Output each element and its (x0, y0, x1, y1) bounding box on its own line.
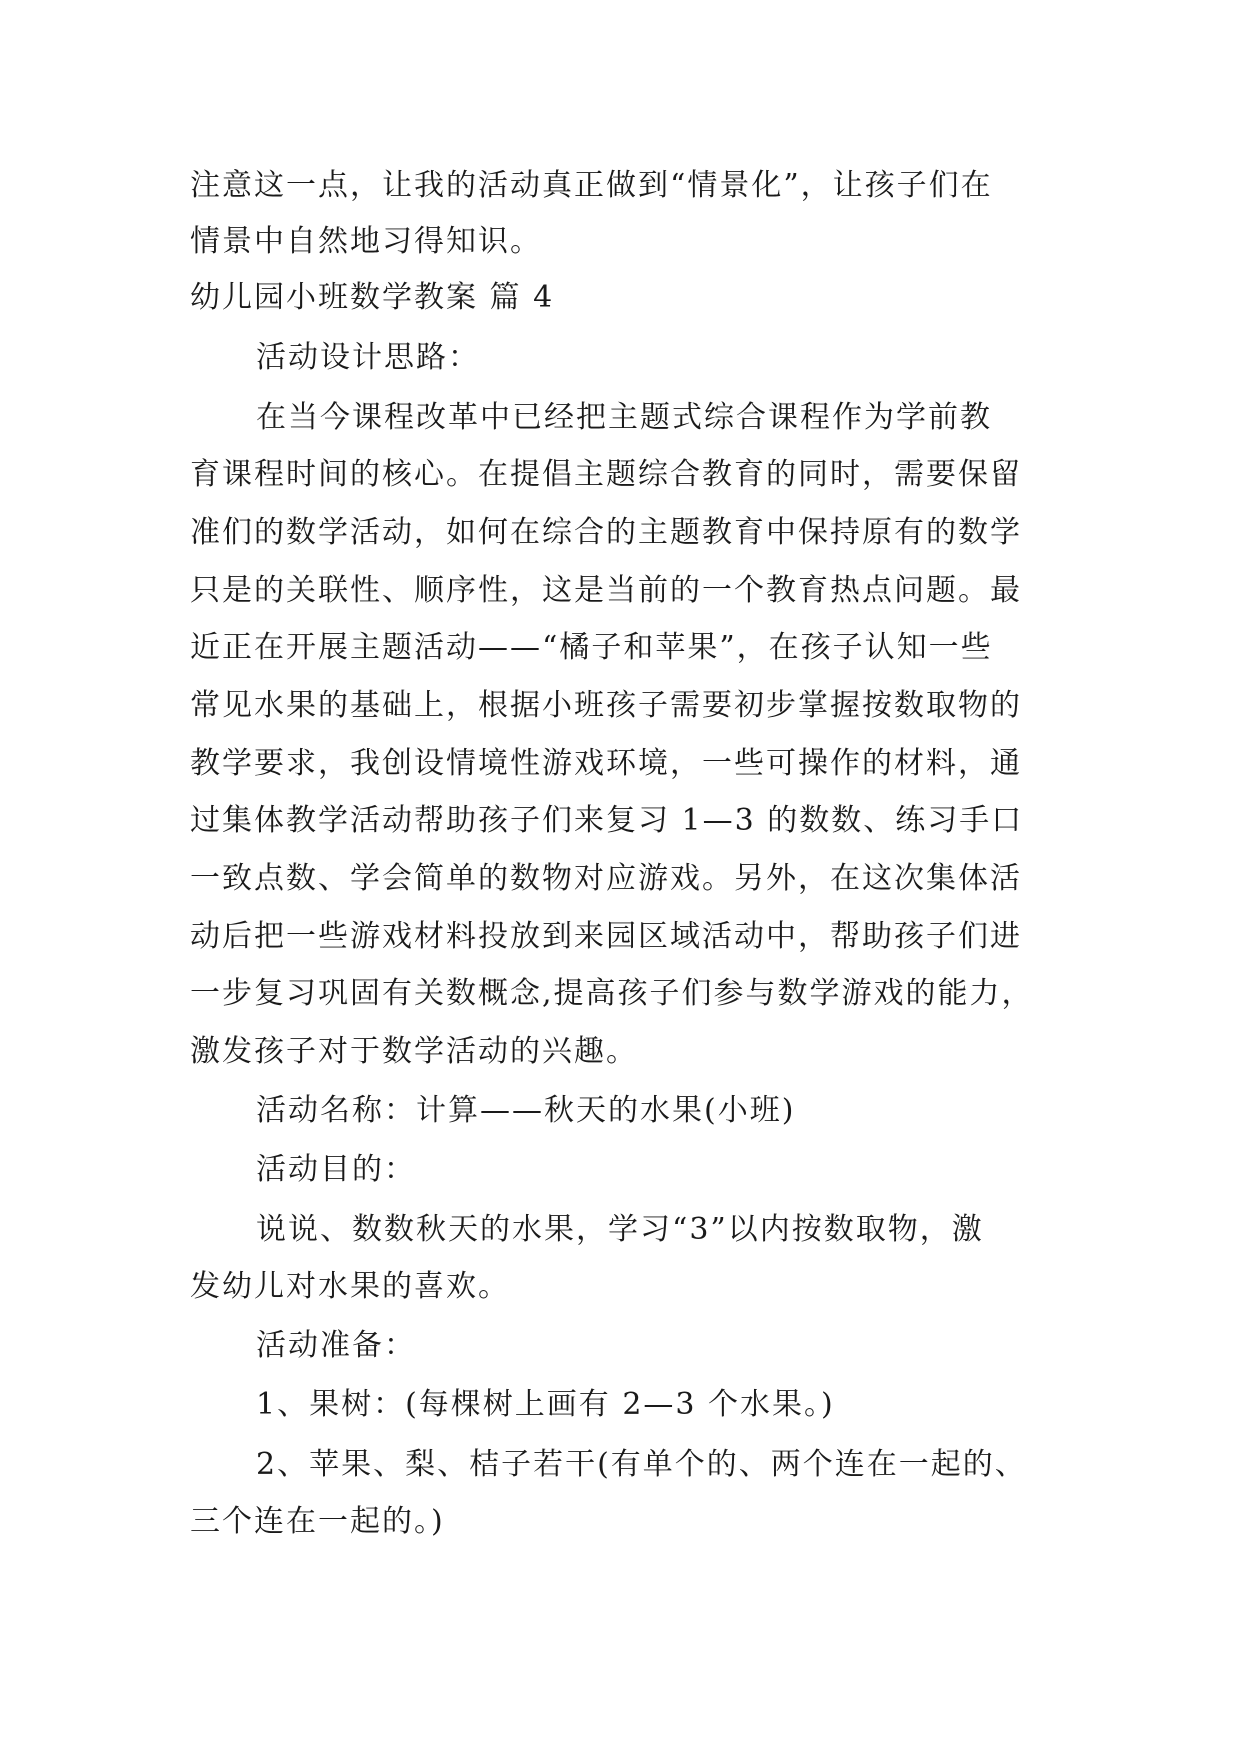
text-line: 近正在开展主题活动——“橘子和苹果”，在孩子认知一些 (190, 630, 993, 665)
subheading: 活动名称：计算——秋天的水果(小班) (256, 1093, 796, 1128)
text-line: 三个连在一起的。) (190, 1504, 445, 1539)
list-item: 2、苹果、梨、桔子若干(有单个的、两个连在一起的、 (256, 1447, 1027, 1482)
text-line: 说说、数数秋天的水果，学习“3”以内按数取物，激 (256, 1212, 984, 1247)
text-line: 一致点数、学会简单的数物对应游戏。另外，在这次集体活 (190, 861, 1022, 896)
text-line: 准们的数学活动，如何在综合的主题教育中保持原有的数学 (190, 515, 1022, 550)
text-line: 在当今课程改革中已经把主题式综合课程作为学前教 (256, 400, 992, 435)
subheading: 活动设计思路： (256, 340, 480, 375)
text-line: 注意这一点，让我的活动真正做到“情景化”，让孩子们在 (190, 168, 993, 203)
subheading: 活动目的： (256, 1152, 416, 1187)
text-line: 一步复习巩固有关数概念,提高孩子们参与数学游戏的能力， (190, 976, 1034, 1011)
text-line: 过集体教学活动帮助孩子们来复习 1—3 的数数、练习手口 (190, 803, 1024, 838)
text-line: 教学要求，我创设情境性游戏环境，一些可操作的材料，通 (190, 746, 1022, 781)
text-line: 情景中自然地习得知识。 (190, 224, 542, 259)
subheading: 活动准备： (256, 1328, 416, 1363)
text-line: 只是的关联性、顺序性，这是当前的一个教育热点问题。最 (190, 573, 1022, 608)
section-heading: 幼儿园小班数学教案 篇 4 (190, 280, 555, 315)
text-line: 动后把一些游戏材料投放到来园区域活动中，帮助孩子们进 (190, 919, 1022, 954)
list-item: 1、果树：(每棵树上画有 2—3 个水果。) (256, 1387, 835, 1422)
text-line: 激发孩子对于数学活动的兴趣。 (190, 1034, 638, 1069)
text-line: 育课程时间的核心。在提倡主题综合教育的同时，需要保留 (190, 457, 1022, 492)
text-line: 发幼儿对水果的喜欢。 (190, 1269, 510, 1304)
text-line: 常见水果的基础上，根据小班孩子需要初步掌握按数取物的 (190, 688, 1022, 723)
